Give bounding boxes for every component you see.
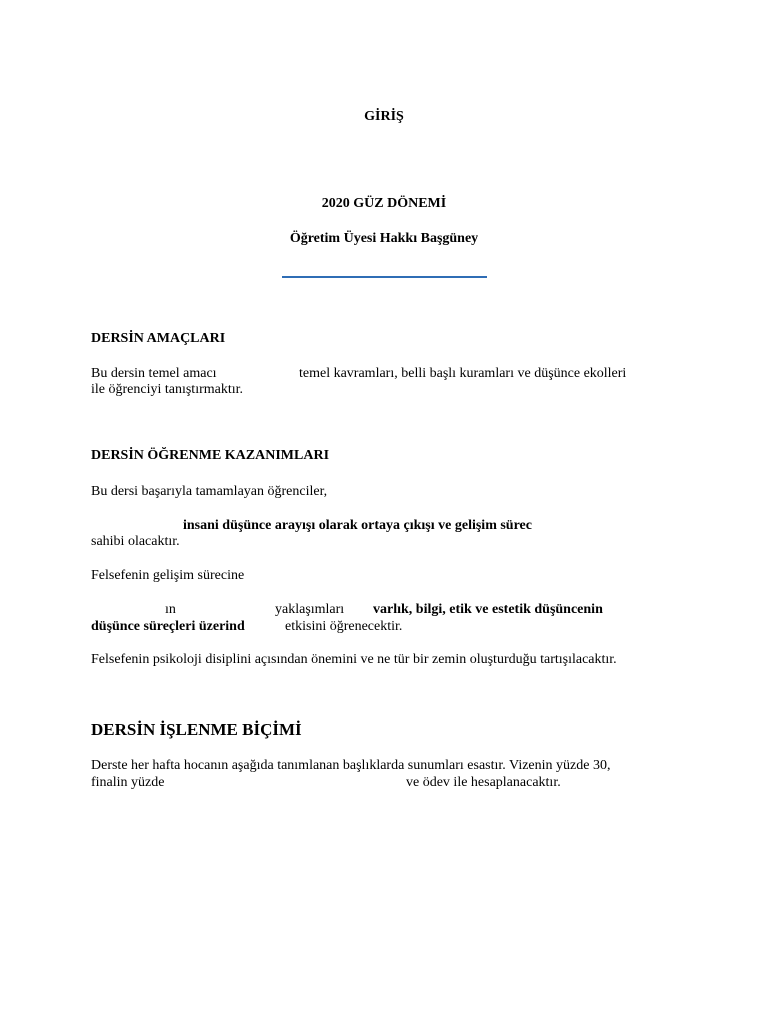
outcome-item-1-bold: insani düşünce arayışı olarak ortaya çıkışı ve gelişim sürec	[183, 518, 532, 533]
document-title: GİRİŞ	[364, 109, 404, 124]
objectives-text-part1: Bu dersin temel amacı	[91, 366, 217, 381]
objectives-heading: DERSİN AMAÇLARI	[91, 331, 226, 346]
instructor-name: Öğretim Üyesi Hakkı Başgüney	[289, 231, 479, 246]
objectives-text-line2: ile öğrenciyi tanıştırmaktır.	[91, 382, 244, 397]
semester-heading: 2020 GÜZ DÖNEMİ	[321, 196, 447, 211]
outcome-item-3-end: etkisini öğrenecektir.	[285, 619, 403, 634]
header-divider	[282, 276, 487, 278]
outcome-item-2: Felsefenin gelişim sürecine	[91, 568, 245, 583]
outcome-item-3-bold-1: varlık, bilgi, etik ve estetik düşüncenin	[373, 602, 603, 617]
method-text-line2-part1: finalin yüzde	[91, 775, 165, 790]
outcome-item-3-bold-2: düşünce süreçleri üzerind	[91, 619, 245, 634]
outcomes-heading: DERSİN ÖĞRENME KAZANIMLARI	[91, 448, 330, 463]
method-heading: DERSİN İŞLENME BİÇİMİ	[91, 720, 302, 739]
outcome-item-3-fragment: ın	[165, 602, 176, 617]
objectives-text-part2: temel kavramları, belli başlı kuramları ve düşünce ekolleri	[299, 366, 627, 381]
method-text-line2-part2: ve ödev ile hesaplanacaktır.	[406, 775, 561, 790]
outcome-item-1-line2: sahibi olacaktır.	[91, 534, 180, 549]
outcomes-intro: Bu dersi başarıyla tamamlayan öğrenciler,	[91, 484, 328, 499]
method-text-line1: Derste her hafta hocanın aşağıda tanımlanan başlıklarda sunumları esastır. Vizenin yüzde 30,	[91, 758, 611, 773]
outcome-item-4: Felsefenin psikoloji disiplini açısından önemini ve ne tür bir zemin oluşturduğu tartışılacaktır.	[91, 652, 617, 667]
outcome-item-3-approaches: yaklaşımları	[275, 602, 345, 617]
